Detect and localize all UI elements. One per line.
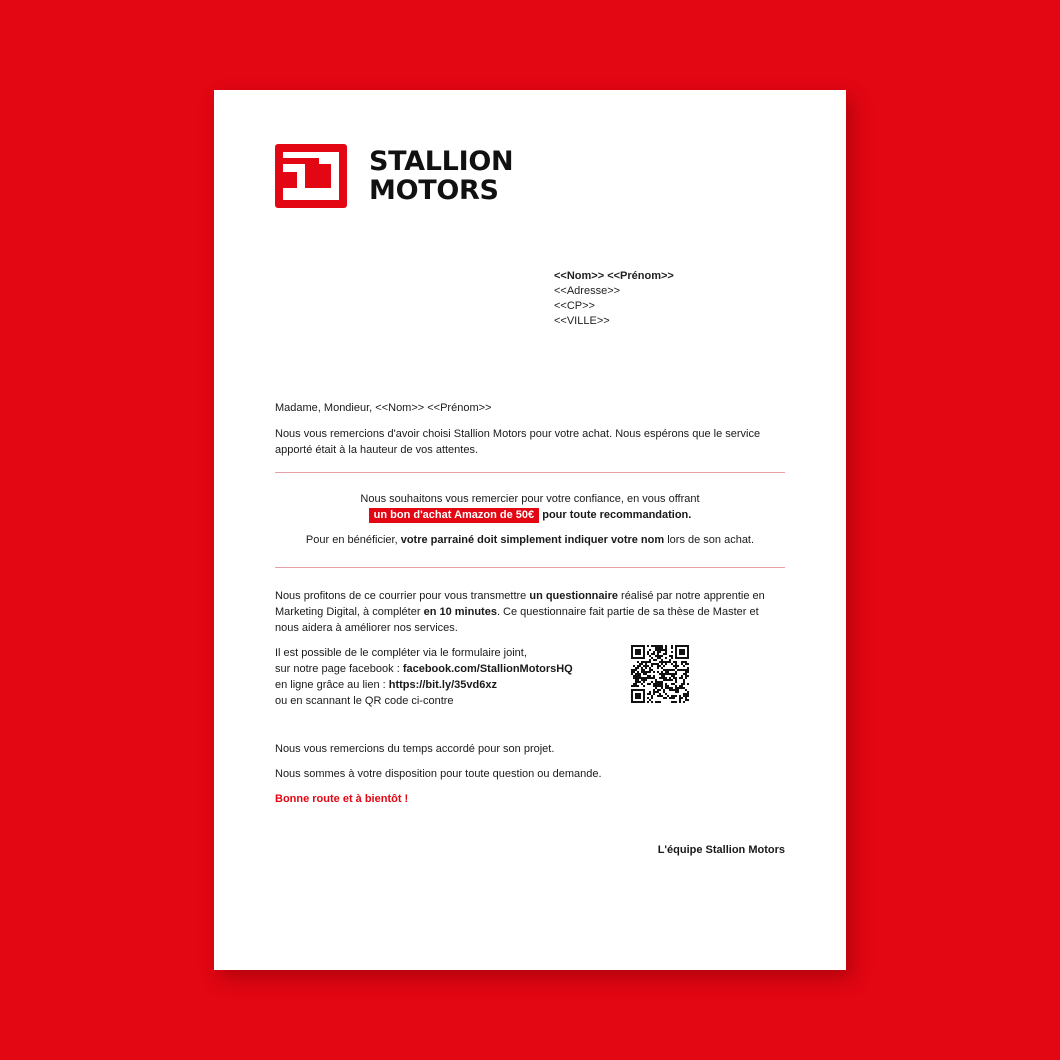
greeting: Madame, Mondieur, <<Nom>> <<Prénom>>	[275, 402, 492, 414]
survey-paragraph	[275, 588, 785, 636]
option-qr: ou en scannant le QR code ci-contre	[275, 695, 454, 707]
thanks-line: Nous vous remercions du temps accordé pour son projet.	[275, 743, 555, 755]
survey-options	[275, 645, 615, 709]
survey-text-2: réalisé par notre apprentie en Marketing Digital, à compléter	[275, 590, 765, 618]
recipient-name: <<Nom>> <<Prénom>>	[554, 270, 674, 282]
benefit-end: lors de son achat.	[667, 534, 755, 546]
recipient-postcode: <<CP>>	[554, 300, 595, 312]
benefit-line	[275, 532, 785, 548]
brand-line-2: MOTORS	[369, 175, 499, 206]
divider-bottom	[275, 567, 785, 568]
closing-line: Bonne route et à bientôt !	[275, 793, 409, 805]
option-online-prefix: en ligne grâce au lien :	[275, 679, 386, 691]
signature: L'équipe Stallion Motors	[657, 844, 785, 856]
benefit-bold: votre parrainé doit simplement indiquer votre nom	[400, 534, 665, 546]
amazon-voucher-badge: un bon d'achat Amazon de 50€	[369, 508, 540, 523]
offer-highlight-line	[275, 507, 785, 523]
option-form: Il est possible de le compléter via le formulaire joint,	[275, 647, 527, 659]
divider-top	[275, 472, 785, 473]
letter-page	[214, 90, 846, 970]
survey-text-1: Nous profitons de ce courrier pour vous transmettre	[275, 590, 527, 602]
intro-paragraph: Nous vous remercions d'avoir choisi Stallion Motors pour votre achat. Nous espérons que le service apporté était à la hauteur de vos attentes.	[275, 428, 761, 456]
benefit-start: Pour en bénéficier,	[305, 534, 398, 546]
survey-text-3: . Ce questionnaire fait partie de sa thèse de Master et nous aidera à améliorer nos services.	[275, 606, 759, 634]
option-facebook-prefix: sur notre page facebook :	[275, 663, 400, 675]
option-facebook	[275, 661, 615, 677]
short-link[interactable]: https://bit.ly/35vd6xz	[388, 679, 497, 691]
qr-code-icon[interactable]	[631, 645, 689, 703]
option-online	[275, 677, 615, 693]
offer-tail: pour toute recommandation.	[542, 509, 692, 521]
recipient-street: <<Adresse>>	[554, 285, 621, 297]
facebook-link[interactable]: facebook.com/StallionMotorsHQ	[402, 663, 573, 675]
availability-line: Nous sommes à votre disposition pour toute question ou demande.	[275, 768, 602, 780]
survey-bold-2: en 10 minutes	[423, 606, 497, 618]
brand-name	[369, 147, 513, 205]
brand-line-1: STALLION	[369, 146, 514, 177]
recipient-city: <<VILLE>>	[554, 315, 610, 327]
survey-bold-1: un questionnaire	[529, 590, 618, 602]
stallion-logo-icon	[275, 144, 347, 208]
recipient-address	[554, 269, 674, 329]
offer-line: Nous souhaitons vous remercier pour votre confiance, en vous offrant	[360, 493, 700, 505]
